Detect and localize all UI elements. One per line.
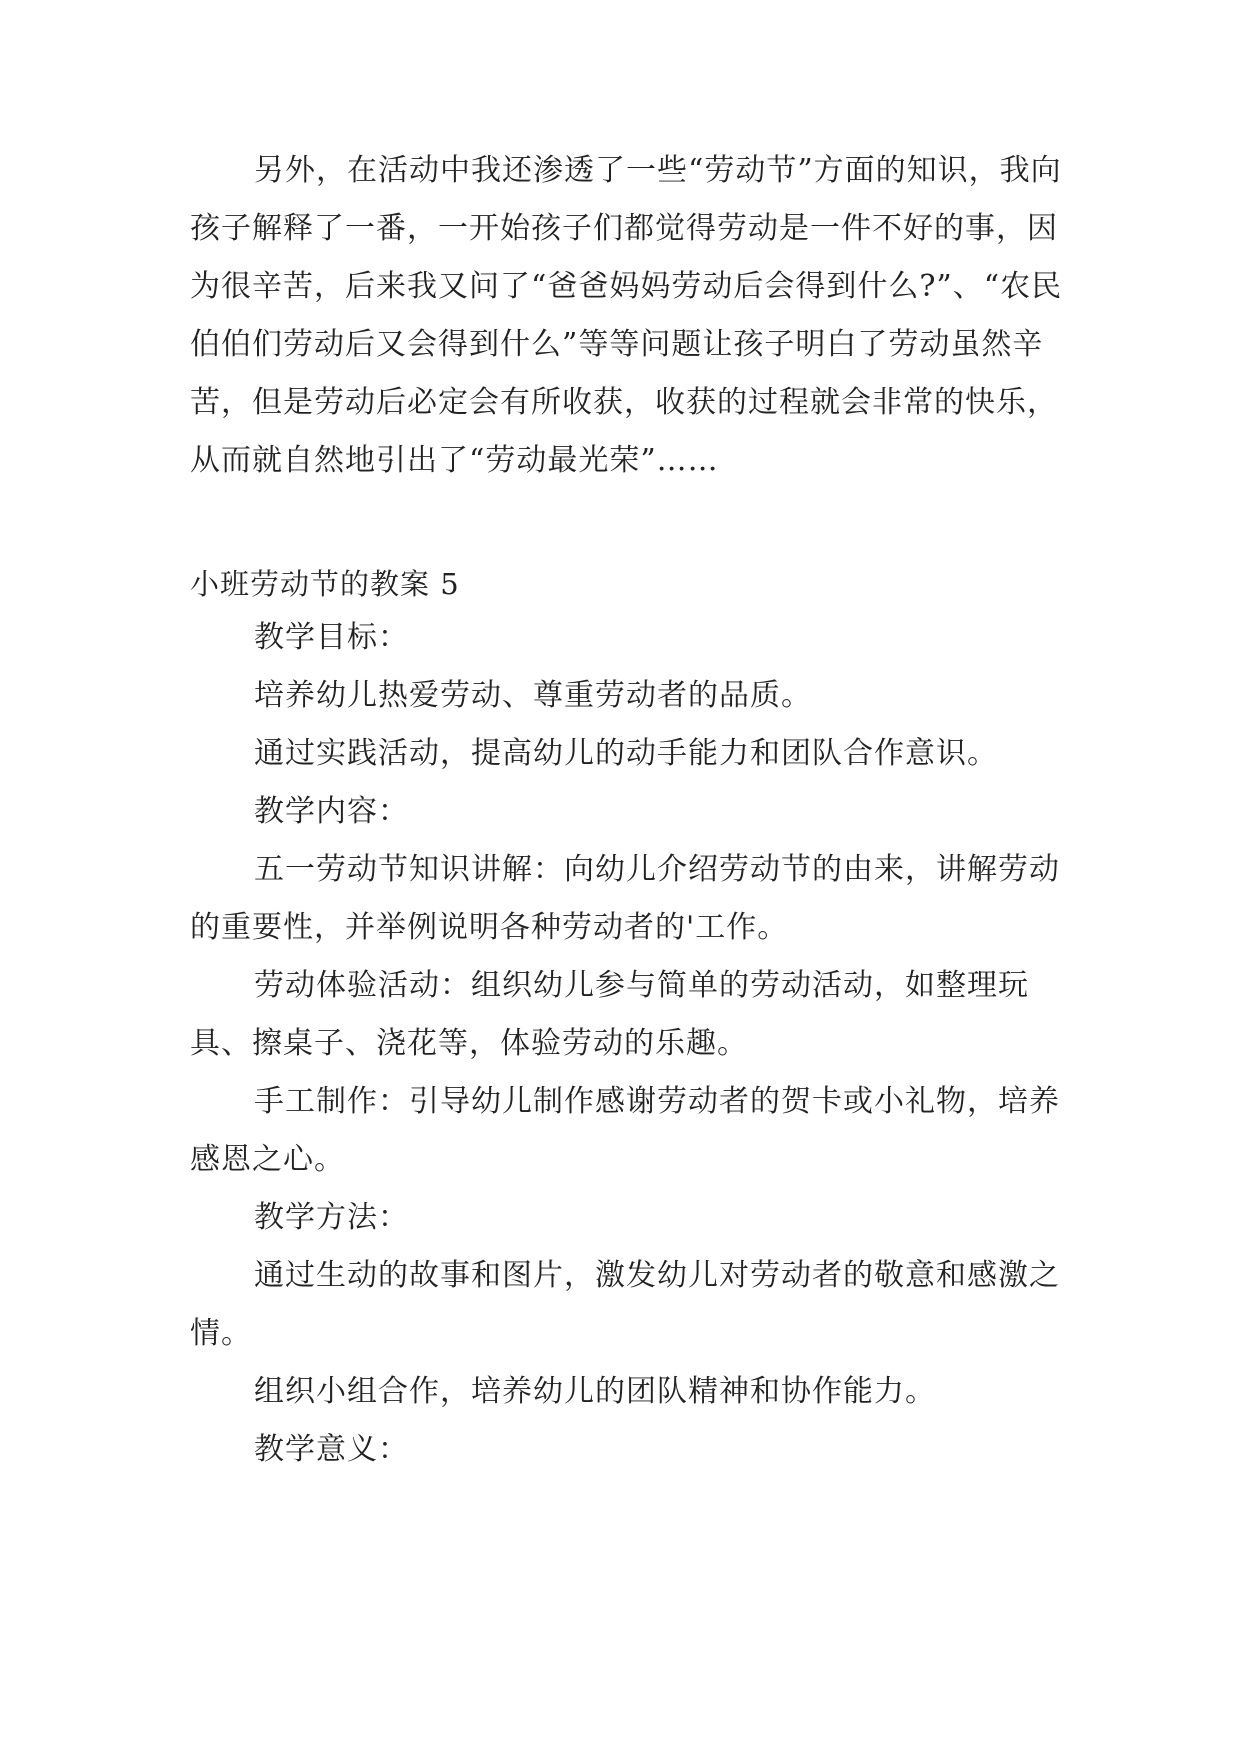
method-item-2: 组织小组合作，培养幼儿的团队精神和协作能力。 bbox=[254, 1374, 936, 1409]
meaning-label: 教学意义： bbox=[254, 1432, 409, 1467]
content-item-2: 劳动体验活动：组织幼儿参与简单的劳动活动，如整理玩具、擦桌子、浇花等，体验劳动的乐趣。 bbox=[190, 968, 1029, 1061]
goal-item-1: 培养幼儿热爱劳动、尊重劳动者的品质。 bbox=[254, 678, 812, 713]
method-item-1: 通过生动的故事和图片，激发幼儿对劳动者的敬意和感激之情。 bbox=[190, 1258, 1060, 1351]
content-item-1: 五一劳动节知识讲解：向幼儿介绍劳动节的由来，讲解劳动的重要性，并举例说明各种劳动者的'工作。 bbox=[190, 852, 1060, 945]
section-title: 小班劳动节的教案 5 bbox=[190, 567, 460, 601]
content-label: 教学内容： bbox=[254, 794, 409, 829]
content-item-3: 手工制作：引导幼儿制作感谢劳动者的贺卡或小礼物，培养感恩之心。 bbox=[190, 1084, 1060, 1177]
intro-paragraph: 另外，在活动中我还渗透了一些“劳动节”方面的知识，我向孩子解释了一番，一开始孩子们都觉得劳动是一件不好的事，因为很辛苦，后来我又问了“爸爸妈妈劳动后会得到什么?”、“农民伯伯们劳动后又会得到什么”等等问题让孩子明白了劳动虽然辛苦，但是劳动后必定会有所收获，收获的过程就会非常的快乐，从而就自然地引出了“劳动最光荣”…… bbox=[190, 153, 1063, 478]
goal-item-2: 通过实践活动，提高幼儿的动手能力和团队合作意识。 bbox=[254, 736, 998, 771]
method-label: 教学方法： bbox=[254, 1200, 409, 1235]
goals-label: 教学目标： bbox=[254, 620, 409, 655]
